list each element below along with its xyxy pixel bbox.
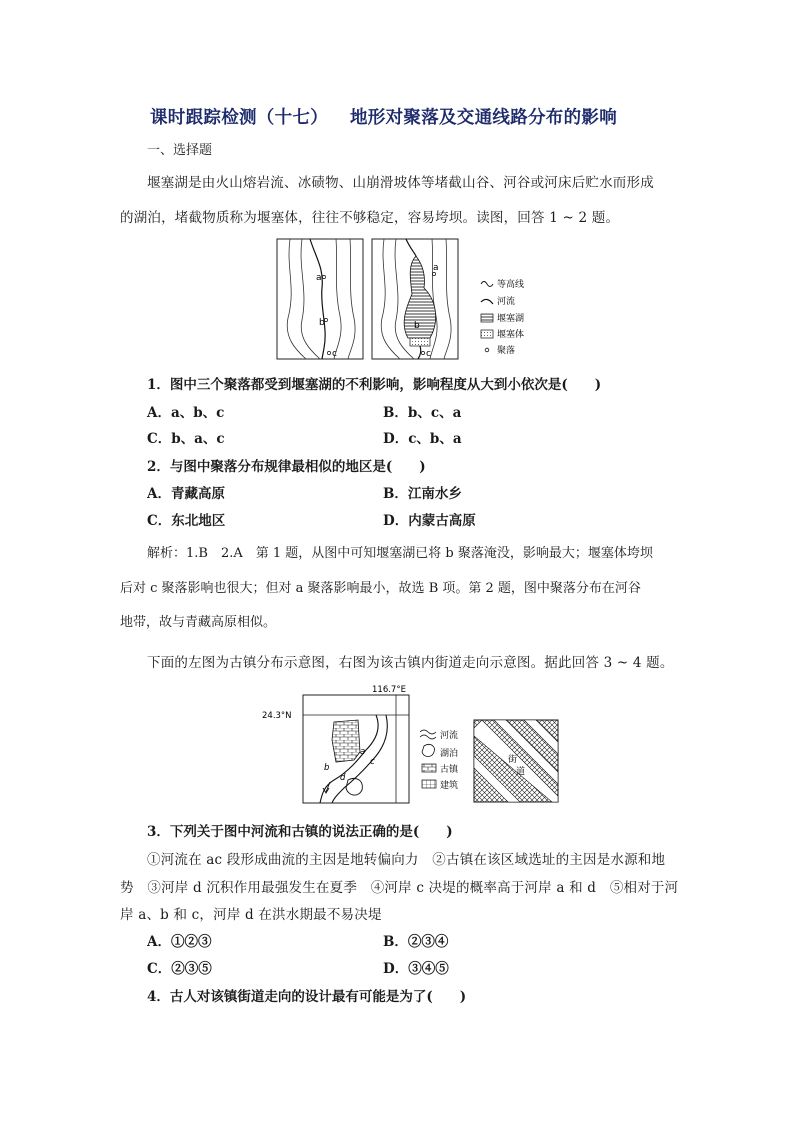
q2-option-c: C．东北地区: [147, 513, 226, 529]
settlement-b-marker: [324, 318, 327, 321]
settlement-c-marker-after: [421, 351, 424, 354]
q1-option-d: D．c、b、a: [383, 431, 462, 447]
lake-shape: [346, 778, 362, 795]
legend2-town: 古镇: [440, 765, 459, 775]
legend-river: 河流: [497, 297, 516, 307]
bank-b-label: b: [324, 763, 330, 773]
legend-settlement: 聚落: [497, 346, 516, 356]
q3-statement-line3: 岸 a、b 和 c，河岸 d 在洪水期最不易决堤: [120, 907, 382, 923]
ancient-town-block: [332, 720, 360, 762]
title-main: 课时跟踪检测（十七）: [150, 108, 328, 128]
title-topic: 地形对聚落及交通线路分布的影响: [350, 108, 617, 128]
lake-icon: [481, 314, 493, 322]
legend2-lake: 湖泊: [440, 749, 459, 759]
latitude-label: 24.3°N: [262, 711, 292, 721]
settlement-c-label: c: [332, 349, 337, 359]
longitude-label: 116.7°E: [372, 685, 406, 695]
ancient-town-figure: [262, 680, 568, 810]
settlement-a-label: a: [316, 273, 322, 283]
settlement-icon: [485, 348, 489, 352]
page-title: [150, 104, 617, 129]
q2-option-b: B．江南水乡: [383, 486, 462, 502]
bank-d-label: d: [340, 773, 346, 783]
q1-option-c: C．b、a、c: [147, 431, 225, 447]
map-after: [372, 239, 458, 359]
river-icon-2: [420, 730, 436, 739]
street-label-1: 街: [508, 755, 518, 765]
analysis-line2: 后对 c 聚落影响也很大；但对 a 聚落影响最小，故选 B 项。第 2 题，图中聚落分布在河谷: [120, 581, 641, 596]
q2-option-a: A．青藏高原: [147, 486, 225, 502]
q1-stem: 1．图中三个聚落都受到堰塞湖的不利影响，影响程度从大到小依次是( ): [147, 377, 602, 393]
intro1-line1: 堰塞湖是由火山熔岩流、冰碛物、山崩滑坡体等堵截山谷、河谷或河床后贮水而形成: [147, 175, 654, 191]
bank-c-label: c: [370, 757, 375, 767]
q3-option-c: C．②③⑤: [147, 961, 212, 977]
figure1-legend: [481, 278, 524, 356]
intro1-line2: 的湖泊，堵截物质称为堰塞体，往往不够稳定，容易垮坝。读图，回答 1 ~ 2 题。: [120, 210, 620, 226]
q2-option-d: D．内蒙古高原: [383, 513, 476, 529]
building-icon: [422, 780, 436, 788]
river-icon: [481, 299, 493, 304]
street-label-2: 道: [516, 767, 526, 777]
street-map: [474, 720, 558, 802]
q3-statement-line2: 势 ③河岸 d 沉积作用最强发生在夏季 ④河岸 c 决堤的概率高于河岸 a 和 d ⑤相对于河: [120, 880, 679, 896]
settlement-a-marker: [322, 275, 325, 278]
legend-contour: 等高线: [497, 280, 525, 290]
q3-stem: 3．下列关于图中河流和古镇的说法正确的是( ): [147, 824, 453, 840]
town-icon: [422, 764, 436, 772]
q1-option-a: A．a、b、c: [147, 405, 225, 421]
legend-lake: 堰塞湖: [497, 314, 525, 324]
analysis-line3: 地带，故与青藏高原相似。: [120, 615, 277, 630]
intro2: 下面的左图为古镇分布示意图，右图为该古镇内街道走向示意图。据此回答 3 ~ 4 题。: [147, 655, 674, 671]
settlement-a-label-after: a: [433, 263, 439, 273]
legend2-building: 建筑: [440, 781, 459, 791]
section-heading: 一、选择题: [147, 143, 213, 158]
settlement-b-label-after: b: [414, 321, 420, 331]
q3-option-d: D．③④⑤: [383, 961, 449, 977]
barrier-lake-area: [404, 256, 436, 338]
q1-option-b: B．b、c、a: [383, 405, 462, 421]
q3-statement-line1: ①河流在 ac 段形成曲流的主因是地转偏向力 ②古镇在该区域选址的主因是水源和地: [147, 852, 666, 868]
lake-icon-2: [422, 744, 434, 756]
barrier-dam: [410, 338, 430, 346]
q3-option-a: A．①②③: [147, 934, 212, 950]
settlement-b-label: b: [319, 318, 325, 328]
legend2-river: 河流: [440, 731, 459, 741]
barrier-lake-figure: [276, 238, 556, 364]
q2-stem: 2．与图中聚落分布规律最相似的地区是( ): [147, 459, 426, 475]
contour-icon: [481, 282, 493, 287]
q4-stem: 4．古人对该镇街道走向的设计最有可能是为了( ): [147, 989, 467, 1005]
bank-a-label: a: [360, 747, 366, 757]
q3-option-b: B．②③④: [383, 934, 449, 950]
settlement-c-marker: [327, 351, 330, 354]
analysis-line1: 解析：1.B 2.A 第 1 题，从图中可知堰塞湖已将 b 聚落淹没，影响最大；堰塞体垮坝: [147, 546, 653, 561]
dam-icon: [481, 330, 493, 338]
figure2-legend: [420, 729, 459, 791]
map-before: [277, 239, 363, 359]
settlement-c-label-after: c: [426, 349, 431, 359]
legend-dam: 堰塞体: [497, 330, 525, 340]
town-map: [262, 685, 409, 803]
